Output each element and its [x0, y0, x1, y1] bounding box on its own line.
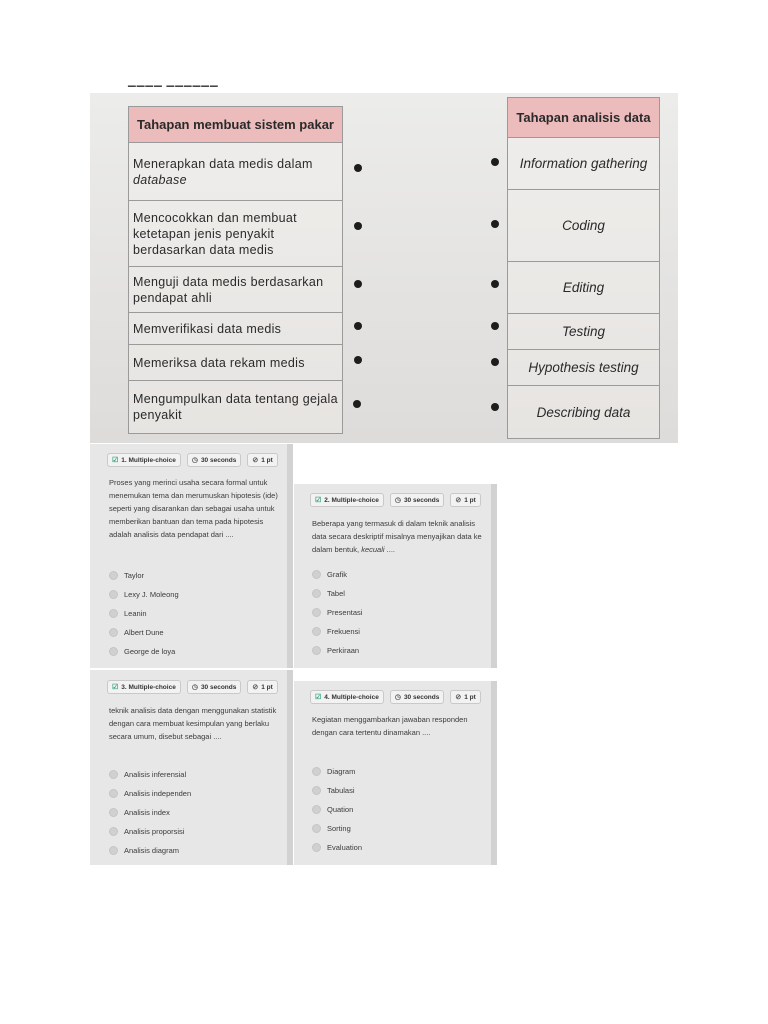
right-row: Hypothesis testing — [508, 350, 659, 386]
answer-option[interactable] — [109, 841, 191, 860]
match-dot-right[interactable] — [491, 220, 499, 228]
question-type-badge — [310, 493, 384, 507]
option-label: Presentasi — [327, 608, 363, 617]
answer-option[interactable] — [312, 622, 362, 641]
right-row: Information gathering — [508, 138, 659, 190]
match-dot-left[interactable] — [354, 322, 362, 330]
left-table-expert-system-stages — [128, 106, 343, 434]
question-type-label: 4. Multiple-choice — [324, 693, 379, 701]
option-label: Tabulasi — [327, 786, 355, 795]
radio-icon[interactable] — [312, 608, 321, 617]
panel-edge — [491, 484, 497, 668]
answer-option[interactable] — [312, 800, 362, 819]
radio-icon[interactable] — [312, 570, 321, 579]
question-type-badge — [107, 453, 181, 467]
question-card-3 — [90, 670, 293, 865]
radio-icon[interactable] — [312, 589, 321, 598]
answer-option[interactable] — [312, 781, 362, 800]
question-text: Proses yang merinci usaha secara formal untuk menemukan tema dan merumuskan hipotesis (ide) seperti yang disarankan dan sebagai usaha untuk memberikan bantuan dan tema pada hipotesis adalah analisis data pendapat dari .... — [109, 478, 278, 539]
right-row: Describing data — [536, 404, 631, 420]
answer-option[interactable] — [109, 822, 191, 841]
option-label: George de loya — [124, 647, 176, 656]
answer-option[interactable] — [109, 642, 179, 661]
clock-icon: ◷ — [394, 694, 401, 701]
radio-icon[interactable] — [109, 609, 118, 618]
match-dot-left[interactable] — [353, 400, 361, 408]
match-dot-left[interactable] — [354, 164, 362, 172]
option-label: Grafik — [327, 570, 348, 579]
match-dot-right[interactable] — [491, 322, 499, 330]
answer-option[interactable] — [109, 784, 191, 803]
time-badge — [390, 690, 445, 704]
points-label: 1 pt — [261, 683, 273, 691]
option-label: Diagram — [327, 767, 356, 776]
question-text-main: Beberapa yang termasuk di dalam teknik analisis data secara deskriptif misalnya menyajikan data ke dalam bentuk, — [312, 519, 482, 554]
question-header — [107, 680, 278, 694]
clock-icon: ◷ — [191, 457, 198, 464]
left-row-italic-text: database — [133, 172, 187, 187]
radio-icon[interactable] — [312, 824, 321, 833]
radio-icon[interactable] — [109, 808, 118, 817]
answer-option[interactable] — [109, 585, 179, 604]
option-label: Lexy J. Moleong — [124, 590, 179, 599]
match-dot-right[interactable] — [491, 280, 499, 288]
right-table-header: Tahapan analisis data — [508, 98, 659, 138]
match-dot-right[interactable] — [491, 358, 499, 366]
options-list — [109, 566, 179, 661]
question-text — [312, 517, 484, 556]
answer-option[interactable] — [312, 584, 362, 603]
question-text-end: .... — [386, 545, 396, 554]
question-header — [107, 453, 278, 467]
question-header — [310, 493, 481, 507]
time-label: 30 seconds — [200, 456, 237, 464]
question-type-label: 1. Multiple-choice — [121, 456, 176, 464]
question-text: teknik analisis data dengan menggunakan statistik dengan cara membuat kesimpulan yang berlaku secara umum, disebut sebagai .... — [109, 706, 277, 741]
time-label: 30 seconds — [200, 683, 237, 691]
options-list — [312, 565, 362, 660]
question-type-label: 3. Multiple-choice — [121, 683, 176, 691]
question-text: Kegiatan menggambarkan jawaban responden dengan cara tertentu dinamakan .... — [312, 715, 468, 737]
time-label: 30 seconds — [403, 496, 440, 504]
option-label: Quation — [327, 805, 354, 814]
points-label: 1 pt — [464, 496, 476, 504]
option-label: Analisis diagram — [124, 846, 180, 855]
answer-option[interactable] — [109, 803, 191, 822]
option-label: Analisis index — [124, 808, 170, 817]
radio-icon[interactable] — [312, 805, 321, 814]
option-label: Evaluation — [327, 843, 363, 852]
question-card-4 — [294, 681, 497, 865]
points-label: 1 pt — [261, 456, 273, 464]
option-label: Albert Dune — [124, 628, 164, 637]
question-card-1 — [90, 444, 293, 668]
option-label: Leanin — [124, 609, 147, 618]
answer-option[interactable] — [312, 762, 362, 781]
radio-icon[interactable] — [312, 786, 321, 795]
cropped-text-fragment: ▔▔▔▔ ▔▔▔▔▔▔ — [128, 87, 219, 98]
left-row-text: Menerapkan data medis dalam — [133, 156, 313, 171]
radio-icon[interactable] — [109, 571, 118, 580]
radio-icon[interactable] — [109, 628, 118, 637]
option-label: Analisis proporsisi — [124, 827, 185, 836]
check-circle-icon: ⊘ — [252, 684, 259, 691]
clock-icon: ◷ — [394, 497, 401, 504]
panel-edge — [287, 670, 293, 865]
radio-icon[interactable] — [312, 843, 321, 852]
match-dot-right[interactable] — [491, 158, 499, 166]
right-row: Editing — [508, 262, 659, 314]
time-label: 30 seconds — [403, 693, 440, 701]
option-label: Sorting — [327, 824, 351, 833]
clock-icon: ◷ — [191, 684, 198, 691]
answer-option[interactable] — [109, 566, 179, 585]
option-label: Analisis independen — [124, 789, 192, 798]
question-card-2 — [294, 484, 497, 668]
option-label: Analisis inferensial — [124, 770, 187, 779]
right-row: Testing — [508, 314, 659, 350]
points-badge — [450, 690, 480, 704]
check-circle-icon: ⊘ — [455, 694, 462, 701]
checkbox-icon: ☑ — [315, 497, 322, 504]
option-label: Frekuensi — [327, 627, 360, 636]
option-label: Perkiraan — [327, 646, 360, 655]
radio-icon[interactable] — [109, 827, 118, 836]
points-label: 1 pt — [464, 693, 476, 701]
answer-option[interactable] — [109, 623, 179, 642]
time-badge — [187, 453, 242, 467]
radio-icon[interactable] — [109, 846, 118, 855]
answer-option[interactable] — [312, 838, 362, 857]
answer-option[interactable] — [109, 604, 179, 623]
question-text-italic: kecuali — [361, 545, 385, 554]
panel-edge — [491, 681, 497, 865]
answer-option[interactable] — [312, 603, 362, 622]
match-dot-right[interactable] — [491, 403, 499, 411]
checkbox-icon: ☑ — [315, 694, 322, 701]
match-dot-left[interactable] — [354, 222, 362, 230]
radio-icon[interactable] — [109, 590, 118, 599]
points-badge — [247, 680, 277, 694]
left-table-header: Tahapan membuat sistem pakar — [129, 107, 342, 143]
match-dot-left[interactable] — [354, 280, 362, 288]
left-row — [129, 143, 342, 201]
right-row: Coding — [508, 190, 659, 262]
option-label: Taylor — [124, 571, 145, 580]
answer-option[interactable] — [312, 641, 362, 660]
options-list — [109, 765, 191, 860]
left-row: Memeriksa data rekam medis — [129, 345, 342, 381]
answer-option[interactable] — [312, 819, 362, 838]
checkbox-icon: ☑ — [112, 457, 119, 464]
option-label: Tabel — [327, 589, 345, 598]
check-circle-icon: ⊘ — [455, 497, 462, 504]
left-row: Mencocokkan dan membuat ketetapan jenis penyakit berdasarkan data medis — [129, 201, 342, 267]
panel-edge — [287, 444, 293, 668]
question-header — [310, 690, 481, 704]
radio-icon[interactable] — [312, 627, 321, 636]
checkbox-icon: ☑ — [112, 684, 119, 691]
answer-option[interactable] — [109, 765, 191, 784]
radio-icon[interactable] — [109, 770, 118, 779]
right-table-data-analysis-stages — [507, 97, 660, 439]
match-dot-left[interactable] — [354, 356, 362, 364]
time-badge — [187, 680, 242, 694]
time-badge — [390, 493, 445, 507]
answer-option[interactable] — [312, 565, 362, 584]
left-row: Menguji data medis berdasarkan pendapat ahli — [129, 267, 342, 313]
left-row: Mengumpulkan data tentang gejala penyakit — [133, 392, 338, 422]
radio-icon[interactable] — [109, 647, 118, 656]
left-row: Memverifikasi data medis — [129, 313, 342, 345]
radio-icon[interactable] — [109, 789, 118, 798]
options-list — [312, 762, 362, 857]
question-type-badge — [107, 680, 181, 694]
radio-icon[interactable] — [312, 767, 321, 776]
question-type-badge — [310, 690, 384, 704]
question-type-label: 2. Multiple-choice — [324, 496, 379, 504]
radio-icon[interactable] — [312, 646, 321, 655]
check-circle-icon: ⊘ — [252, 457, 259, 464]
points-badge — [247, 453, 277, 467]
matching-table-photo — [90, 87, 678, 443]
points-badge — [450, 493, 480, 507]
